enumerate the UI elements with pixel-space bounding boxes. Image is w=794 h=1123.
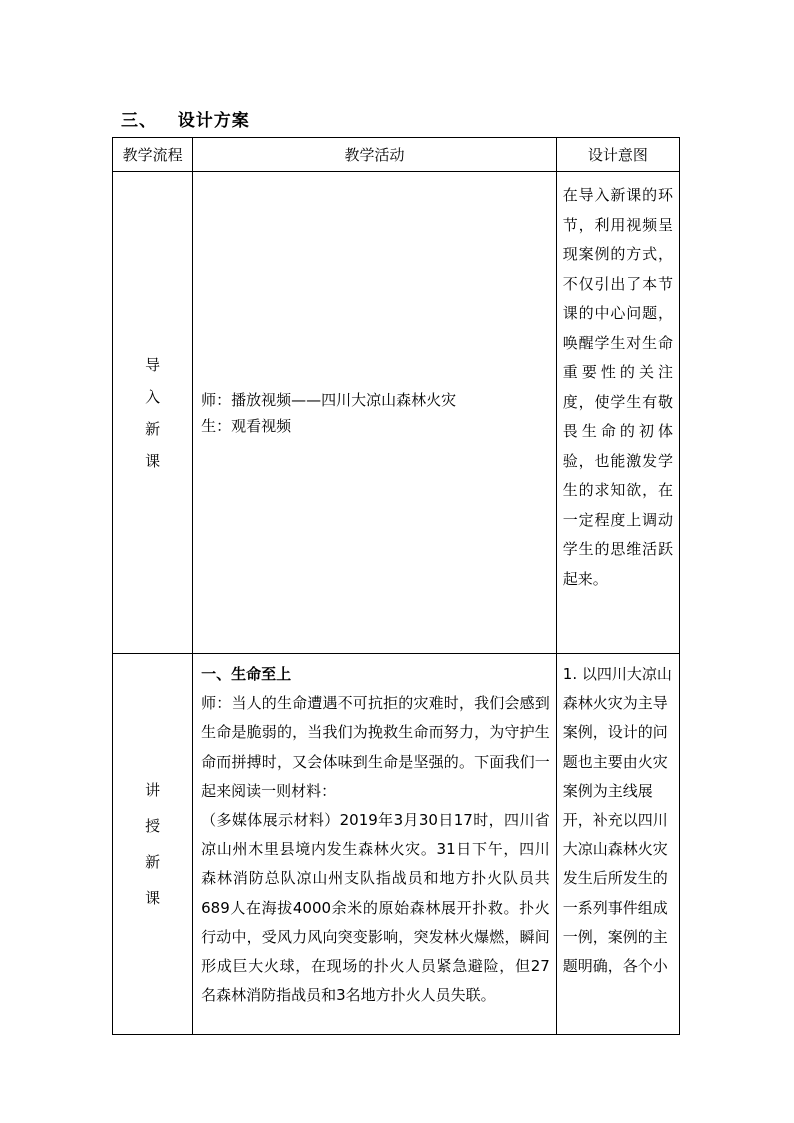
flow-char: 课 xyxy=(145,889,161,907)
flow-char: 新 xyxy=(145,419,161,438)
flow-char: 课 xyxy=(145,451,161,470)
flow-char: 入 xyxy=(145,387,161,406)
flow-char: 讲 xyxy=(145,781,161,799)
activity-line: 生：观看视频 xyxy=(201,416,292,435)
activity-cell-teach xyxy=(193,654,557,1035)
table-row-intro xyxy=(113,172,680,654)
activity-line: 师：播放视频——四川大凉山森林火灾 xyxy=(201,390,457,409)
intent-cell-teach: 1. 以四川大凉山森林火灾为主导案例，设计的问题也主要由火灾案例为主线展开，补充以四川大凉山森林火灾发生后所发生的一系列事件组成一例，案例的主题明确，各个小 xyxy=(556,654,679,1035)
table-row-teach xyxy=(113,654,680,1035)
flow-char: 导 xyxy=(145,355,161,374)
header-design-intent: 设计意图 xyxy=(556,138,679,172)
paragraph: 师：当人的生命遭遇不可抗拒的灾难时，我们会感到生命是脆弱的，当我们为挽救生命而努力，为守护生命而拼搏时，又会体味到生命是坚强的。下面我们一起来阅读一则材料： xyxy=(201,694,550,800)
flow-cell-intro xyxy=(113,172,193,654)
paragraph: （多媒体展示材料）2019年3月30日17时，四川省凉山州木里县境内发生森林火灾。31日下午，四川森林消防总队凉山州支队指战员和地方扑火队员共689人在海拔4000余米的原始森林展开扑救。扑火行动中，受风力风向突变影响，突发林火爆燃，瞬间形成巨大火球，在现场的扑火人员紧急避险，但27名森林消防指战员和3名地方扑火人员失联。 xyxy=(201,811,550,1005)
flow-char: 授 xyxy=(145,817,161,835)
design-plan-table xyxy=(112,137,680,1035)
section-heading: 三、 设计方案 xyxy=(121,111,250,131)
activity-cell-intro xyxy=(193,172,557,654)
header-teaching-process: 教学流程 xyxy=(113,138,193,172)
section-subtitle: 一、生命至上 xyxy=(201,665,292,683)
intent-cell-intro: 在导入新课的环节，利用视频呈现案例的方式，不仅引出了本节课的中心问题，唤醒学生对生命重要性的关注度，使学生有敬畏生命的初体验，也能激发学生的求知欲，在一定程度上调动学生的思维活跃起来。 xyxy=(556,172,679,654)
flow-cell-teach xyxy=(113,654,193,1035)
table-header-row xyxy=(113,138,680,172)
flow-char: 新 xyxy=(145,853,161,871)
header-teaching-activity: 教学活动 xyxy=(193,138,557,172)
